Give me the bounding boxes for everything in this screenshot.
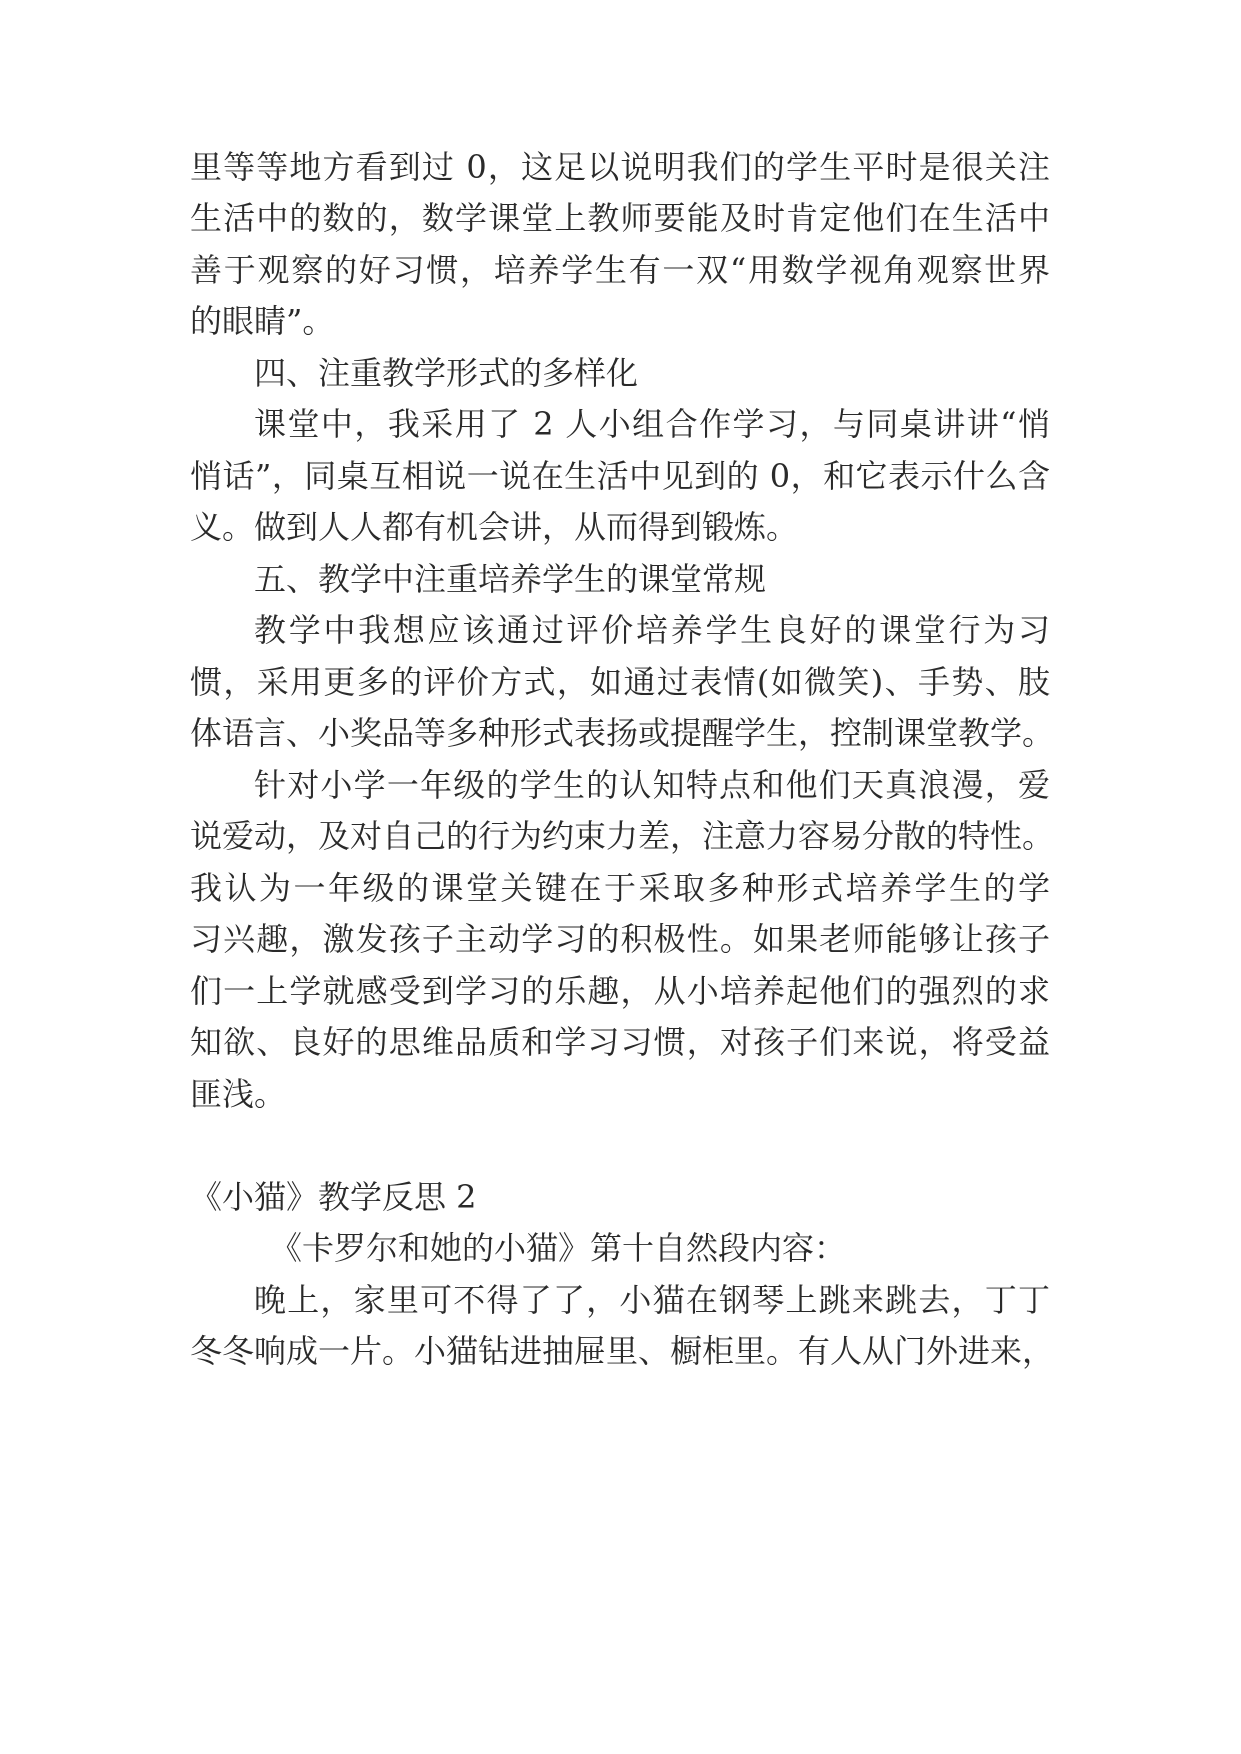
text-line: 晚上，家里可不得了了，小猫在钢琴上跳来跳去，丁丁 bbox=[254, 1281, 1050, 1319]
text-line: 冬冬响成一片。小猫钻进抽屉里、橱柜里。有人从门外进来， bbox=[190, 1332, 1055, 1370]
text-line: 惯，采用更多的评价方式，如通过表情(如微笑)、手势、肢 bbox=[190, 663, 1050, 701]
section-heading: 五、教学中注重培养学生的课堂常规 bbox=[254, 560, 767, 598]
text-line: 的眼睛”。 bbox=[190, 302, 335, 340]
section-heading: 四、注重教学形式的多样化 bbox=[254, 354, 639, 392]
text-line: 说爱动，及对自己的行为约束力差，注意力容易分散的特性。 bbox=[190, 817, 1055, 855]
text-line: 针对小学一年级的学生的认知特点和他们天真浪漫，爱 bbox=[254, 766, 1050, 804]
text-line: 课堂中，我采用了 2 人小组合作学习，与同桌讲讲“悄 bbox=[254, 405, 1050, 443]
text-line: 们一上学就感受到学习的乐趣，从小培养起他们的强烈的求 bbox=[190, 972, 1050, 1010]
text-line: 生活中的数的，数学课堂上教师要能及时肯定他们在生活中 bbox=[190, 199, 1050, 237]
text-line: 体语言、小奖品等多种形式表扬或提醒学生，控制课堂教学。 bbox=[190, 714, 1055, 752]
text-line: 里等等地方看到过 0，这足以说明我们的学生平时是很关注 bbox=[190, 148, 1050, 186]
text-line: 知欲、良好的思维品质和学习习惯，对孩子们来说，将受益 bbox=[190, 1023, 1050, 1061]
text-line: 善于观察的好习惯，培养学生有一双“用数学视角观察世界 bbox=[190, 251, 1050, 289]
text-line: 《卡罗尔和她的小猫》第十自然段内容： bbox=[270, 1229, 847, 1267]
document-title: 《小猫》教学反思 2 bbox=[190, 1178, 477, 1216]
text-line: 教学中我想应该通过评价培养学生良好的课堂行为习 bbox=[254, 611, 1050, 649]
text-line: 悄话”，同桌互相说一说在生活中见到的 0，和它表示什么含 bbox=[190, 457, 1050, 495]
text-line: 习兴趣，激发孩子主动学习的积极性。如果老师能够让孩子 bbox=[190, 920, 1050, 958]
text-line: 匪浅。 bbox=[190, 1075, 287, 1113]
text-line: 义。做到人人都有机会讲，从而得到锻炼。 bbox=[190, 508, 799, 546]
text-line: 我认为一年级的课堂关键在于采取多种形式培养学生的学 bbox=[190, 869, 1050, 907]
